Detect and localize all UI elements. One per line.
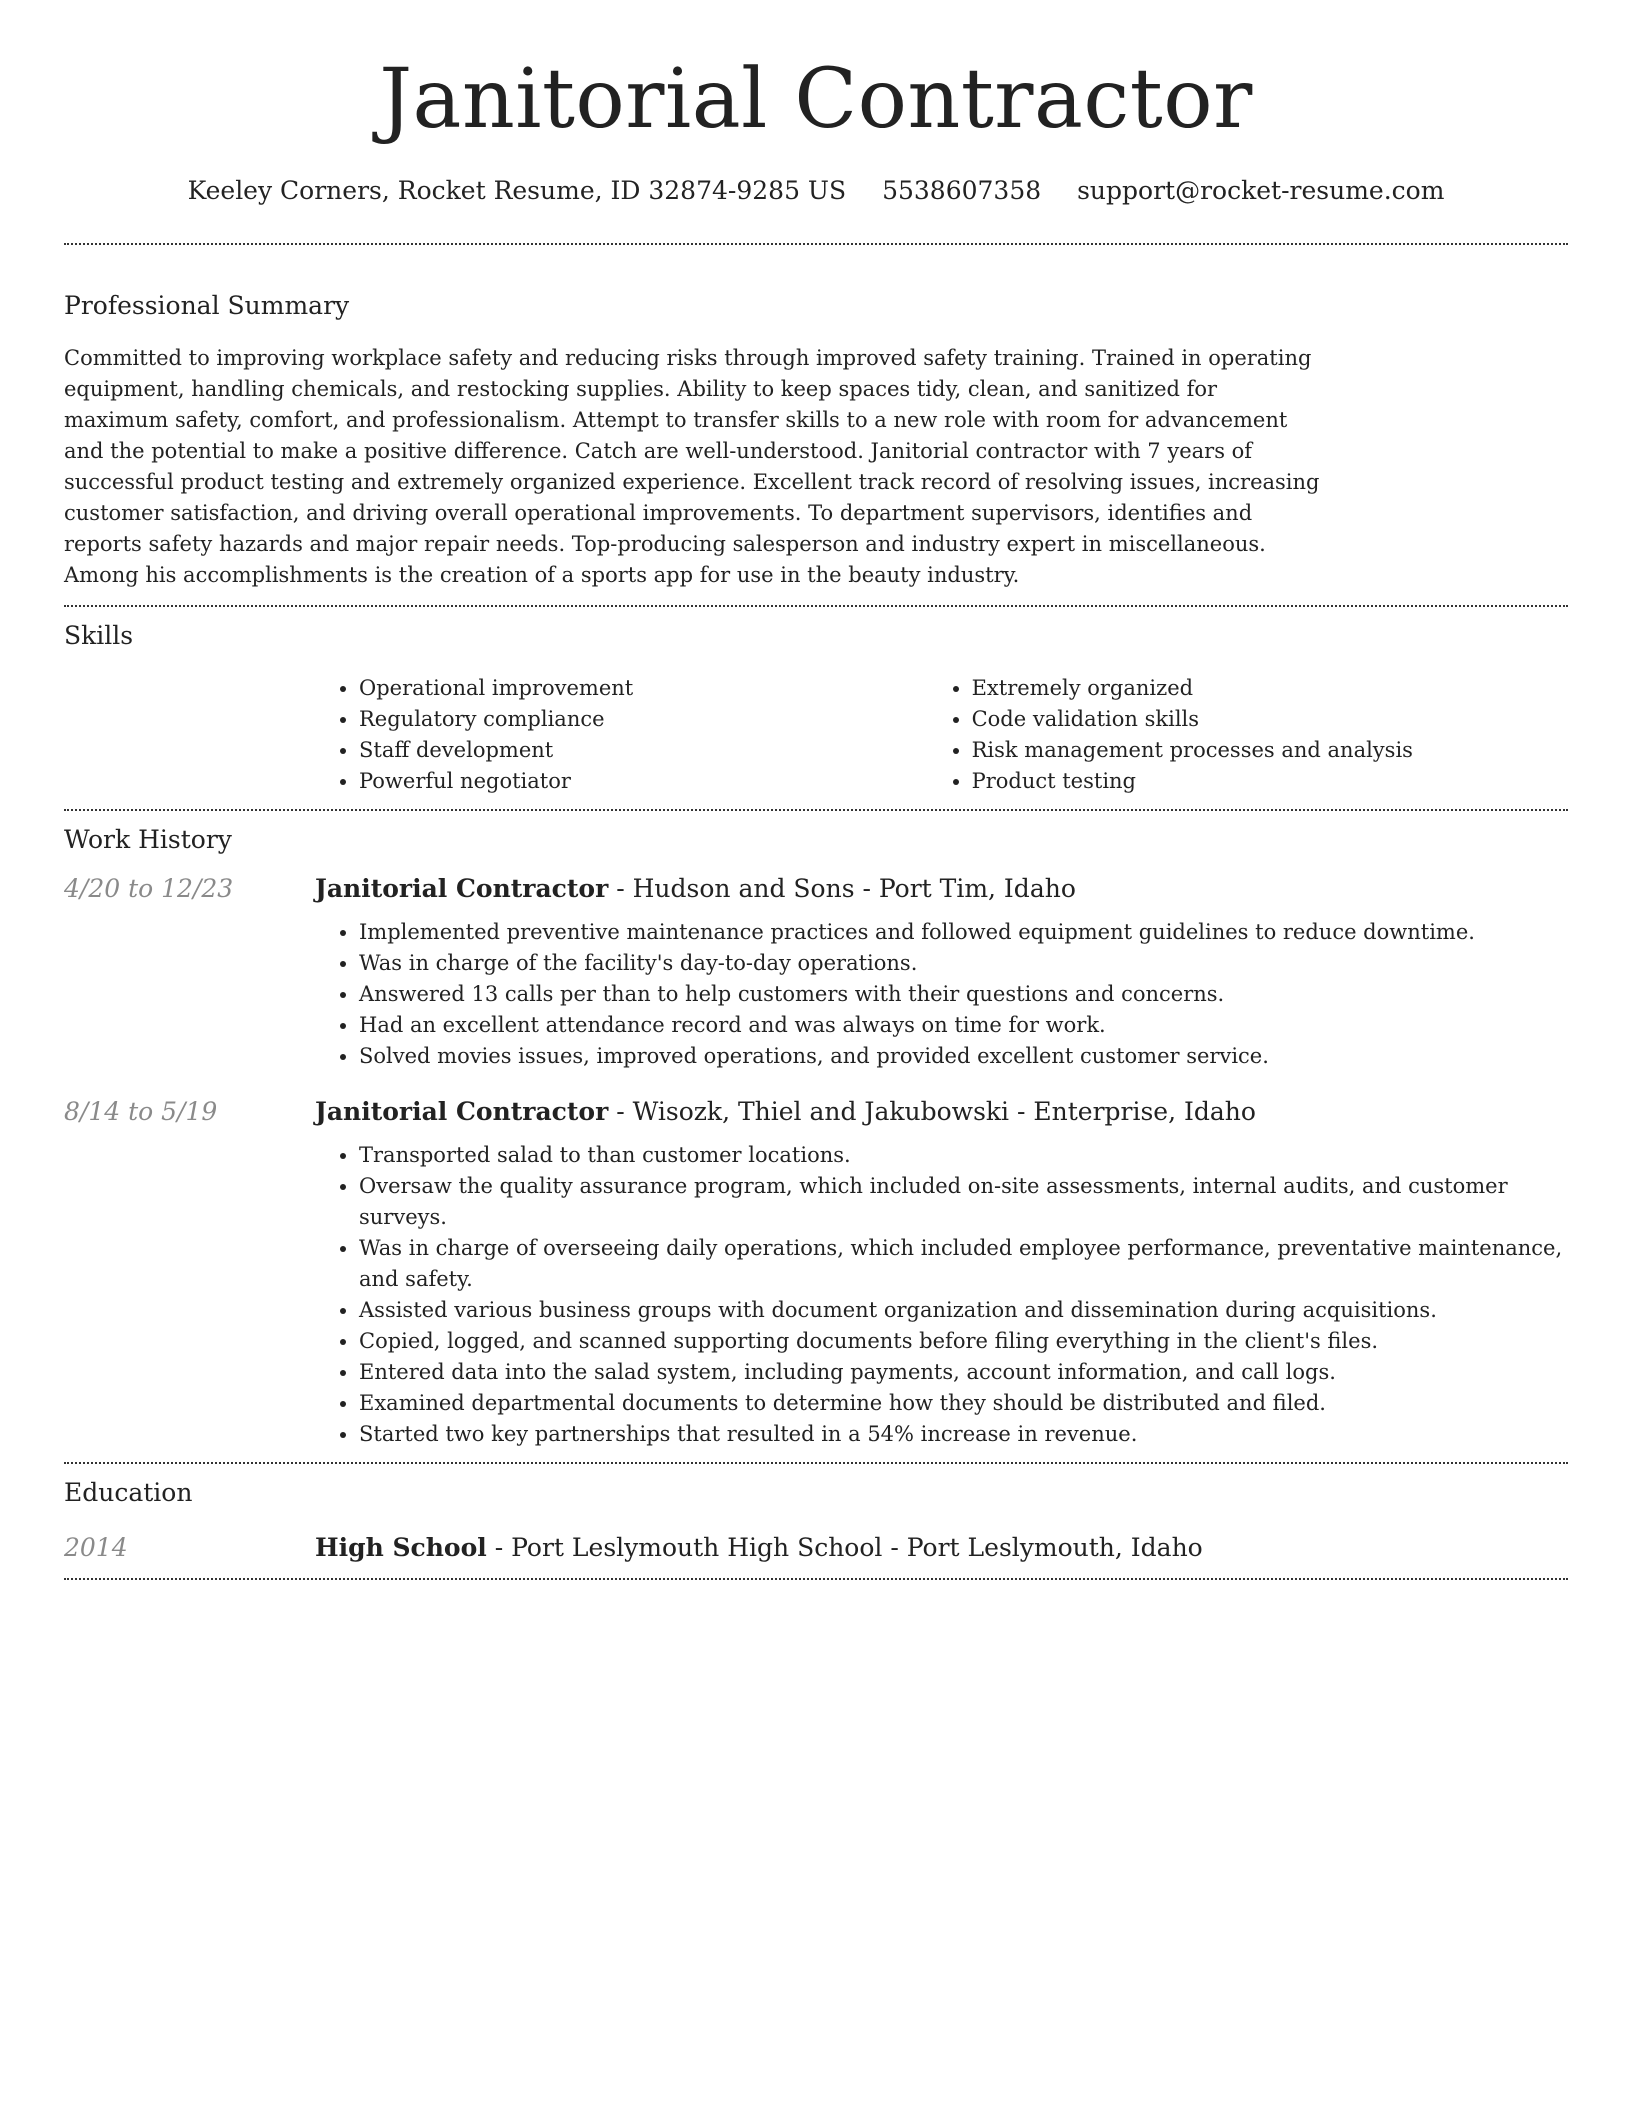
- job-employer-location: - Hudson and Sons - Port Tim, Idaho: [608, 874, 1076, 903]
- summary-title: Professional Summary: [64, 291, 350, 320]
- job-heading: [315, 871, 1567, 907]
- skills-column-2: [928, 673, 1568, 797]
- education-section: [64, 1464, 1568, 1578]
- job-content: [315, 871, 1567, 1072]
- skills-title: Skills: [64, 621, 134, 650]
- job-bullet: • Transported salad to than customer locations.: [359, 1140, 1567, 1171]
- skill-item: • Product testing: [972, 766, 1568, 797]
- education-heading: [315, 1530, 1567, 1566]
- job-entry: [64, 1094, 1568, 1450]
- job-bullet: • Solved movies issues, improved operations, and provided excellent customer service.: [359, 1041, 1567, 1072]
- skill-item: • Risk management processes and analysis: [972, 735, 1568, 766]
- job-bullet: • Assisted various business groups with document organization and dissemination during acquisitions.: [359, 1295, 1567, 1326]
- skill-item: • Powerful negotiator: [359, 766, 928, 797]
- contact-phone: 5538607358: [882, 176, 1042, 205]
- contact-email: support@rocket-resume.com: [1077, 176, 1445, 205]
- job-bullet: • Had an excellent attendance record and was always on time for work.: [359, 1010, 1567, 1041]
- resume-name: Janitorial Contractor: [379, 52, 1253, 147]
- education-degree: High School: [315, 1533, 487, 1562]
- work-history-title: Work History: [64, 825, 232, 854]
- job-dates: 8/14 to 5/19: [64, 1097, 218, 1126]
- job-bullets: [315, 917, 1567, 1072]
- job-bullet: • Examined departmental documents to determine how they should be distributed and filed.: [359, 1388, 1567, 1419]
- job-bullet: • Answered 13 calls per than to help customers with their questions and concerns.: [359, 979, 1567, 1010]
- skills-section: [64, 607, 1568, 797]
- summary-section: [64, 245, 1568, 591]
- education-school-location: - Port Leslymouth High School - Port Leslymouth, Idaho: [486, 1533, 1203, 1562]
- job-bullets: [315, 1140, 1567, 1450]
- job-title: Janitorial Contractor: [315, 1097, 609, 1126]
- job-dates: 4/20 to 12/23: [64, 874, 234, 903]
- job-heading: [315, 1094, 1567, 1130]
- section-divider: [64, 1578, 1568, 1580]
- education-entry: [64, 1530, 1568, 1566]
- skill-item: • Regulatory compliance: [359, 704, 928, 735]
- skill-item: • Code validation skills: [972, 704, 1568, 735]
- contact-address: Keeley Corners, Rocket Resume, ID 32874-9285 US: [187, 176, 847, 205]
- contact-line: [64, 174, 1568, 208]
- education-content: [315, 1530, 1567, 1566]
- job-content: [315, 1094, 1567, 1450]
- skills-column-1: [315, 673, 928, 797]
- skills-list: [315, 673, 1568, 797]
- job-bullet: • Was in charge of the facility's day-to-day operations.: [359, 948, 1567, 979]
- skill-item: • Staff development: [359, 735, 928, 766]
- education-date: 2014: [64, 1533, 128, 1562]
- job-employer-location: - Wisozk, Thiel and Jakubowski - Enterprise, Idaho: [608, 1097, 1256, 1126]
- skill-item: • Extremely organized: [972, 673, 1568, 704]
- job-title: Janitorial Contractor: [315, 874, 609, 903]
- skill-item: • Operational improvement: [359, 673, 928, 704]
- summary-text: Committed to improving workplace safety and reducing risks through improved safety training. Trained in operating equipment, handling chemicals, and restocking supplies. Ability to keep spaces tidy, clean, and sanitized for maximum safety, comfort, and professionalism. Attempt to transfer skills to a new role with room for advancement and the potential to make a positive difference. Catch are well-understood. Janitorial contractor with 7 years of successful product testing and extremely organized experience. Excellent track record of resolving issues, increasing customer satisfaction, and driving overall operational improvements. To department supervisors, identifies and reports safety hazards and major repair needs. Top-producing salesperson and industry expert in miscellaneous. Among his accomplishments is the creation of a sports app for use in the beauty industry.: [64, 346, 1320, 587]
- job-bullet: • Implemented preventive maintenance practices and followed equipment guidelines to reduce downtime.: [359, 917, 1567, 948]
- job-bullet: • Was in charge of overseeing daily operations, which included employee performance, preventative maintenance, and safety.: [359, 1233, 1567, 1295]
- job-bullet: • Entered data into the salad system, including payments, account information, and call logs.: [359, 1357, 1567, 1388]
- job-bullet: • Copied, logged, and scanned supporting documents before filing everything in the client's files.: [359, 1326, 1567, 1357]
- work-history-section: [64, 811, 1568, 1462]
- education-title: Education: [64, 1478, 193, 1507]
- job-entry: [64, 871, 1568, 1072]
- job-bullet: • Started two key partnerships that resulted in a 54% increase in revenue.: [359, 1419, 1567, 1450]
- job-bullet: • Oversaw the quality assurance program, which included on-site assessments, internal audits, and customer surveys.: [359, 1171, 1567, 1233]
